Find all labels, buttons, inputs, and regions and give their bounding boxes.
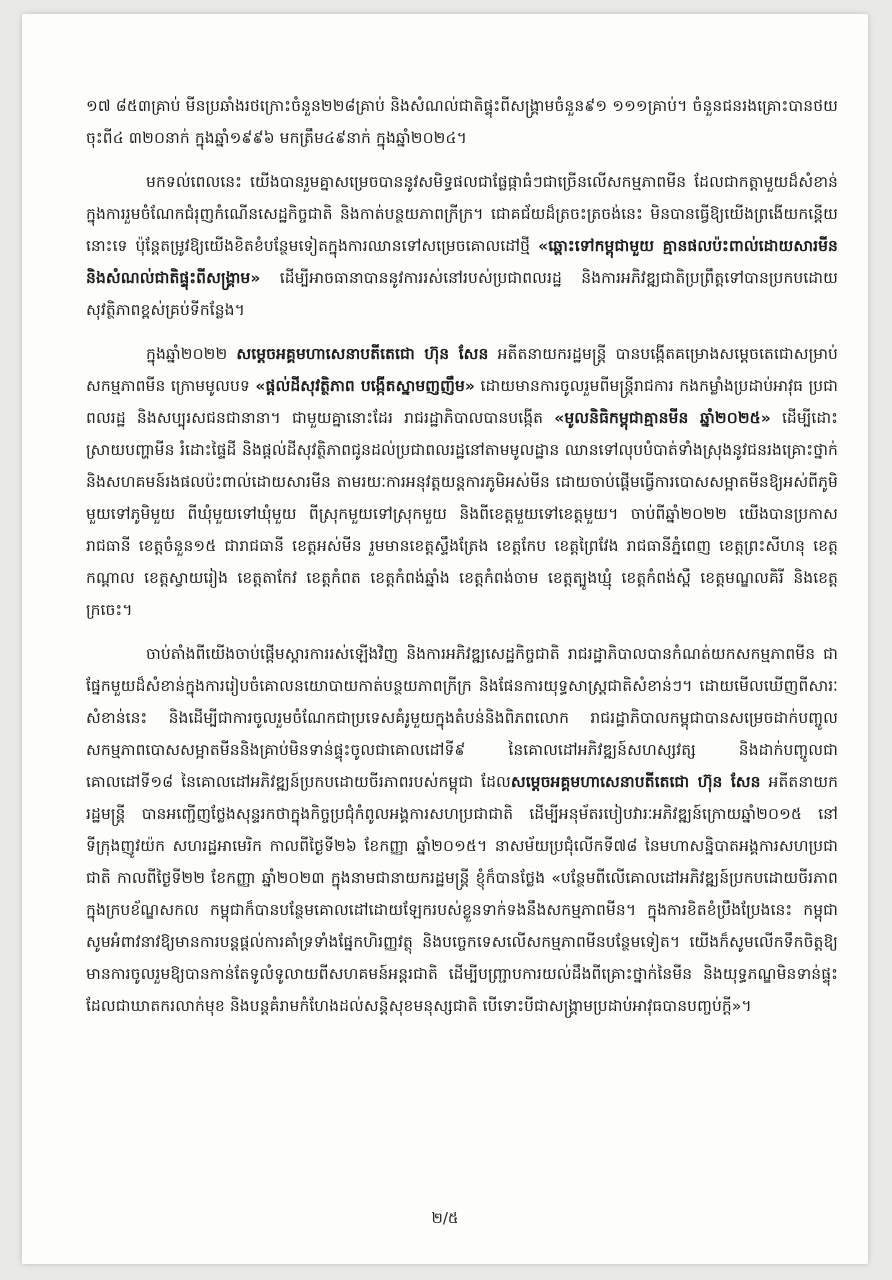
body-text: អតីតនាយករដ្ឋមន្ត្រី បានអញ្ជើញថ្លែងសុន្ទរកថាក្នុងកិច្ចប្រជុំកំពូលអង្គការសហប្រជាជាតិ ដើម្បីអនុម័តរបៀបវារៈអភិវឌ្ឍន៍ក្រោយឆ្នាំ២០១៥ នៅទីក្រុងញូវយ៉ក សហរដ្ឋអាមេរិក កាលពីថ្ងៃទី២៦ ខែកញ្ញា ឆ្នាំ២០១៥។ នាសម័យប្រជុំលើកទី៧៨ នៃមហាសន្និបាតអង្គការសហប្រជាជាតិ កាលពីថ្ងៃទី២២ ខែកញ្ញា ឆ្នាំ២០២៣ ក្នុងនាមជានាយករដ្ឋមន្ត្រី ខ្ញុំក៏បានថ្លែង «បន្ថែមពីលើគោលដៅអភិវឌ្ឍន៍ប្រកបដោយចីរភាពក្នុងក្របខ័ណ្ឌសកល កម្ពុជាក៏បានបន្ថែមគោលដៅដោយឡែករបស់ខ្លួនទាក់ទងនឹងសកម្មភាពមីន។ ក្នុងការខិតខំប្រឹងប្រែងនេះ កម្ពុជាសូមអំពាវនាវឱ្យមានការបន្តផ្តល់ការគាំទ្រទាំងផ្នែកហិរញ្ញវត្ថុ និងបច្ចេកទេសលើសកម្មភាពមីនបន្ថែមទៀត។ យើងក៏សូមលើកទឹកចិត្តឱ្យមានការចូលរួមឱ្យបានកាន់តែទូលំទូលាយពីសហគមន៍អន្តរជាតិ ដើម្បីបញ្ជ្រាបការយល់ដឹងពីគ្រោះថ្នាក់នៃមីន និងយុទ្ធភណ្ឌមិនទាន់ផ្ទុះ ដែលជាឃាតករលាក់មុខ និងបន្តគំរាមកំហែងដល់សន្តិសុខមនុស្សជាតិ បើទោះបីជាសង្គ្រាមប្រដាប់អាវុធបានបញ្ចប់ក្តី»។ xyxy=(86,773,839,1015)
body-text: ដើម្បីដោះស្រាយបញ្ហាមីន រំដោះផ្ទៃដី និងផ្តល់ដីសុវត្ថិភាពជូនដល់ប្រជាពលរដ្ឋនៅតាមមូលដ្ឋាន ឈានទៅលុបបំបាត់ទាំងស្រុងនូវជនរងគ្រោះថ្នាក់និងសហគមន៍រងផលប៉ះពាល់ដោយសារមីន តាមរយៈការអនុវត្តយន្តការភូមិអស់មីន ដោយចាប់ផ្តើមធ្វើការបោសសម្អាតមីនឱ្យអស់ពីភូមិមួយទៅភូមិមួយ ពីឃុំមួយទៅឃុំមួយ ពីស្រុកមួយទៅស្រុកមួយ និងពីខេត្តមួយទៅខេត្តមួយ។ ចាប់ពីឆ្នាំ២០២២ យើងបានប្រកាសរាជធានី ខេត្តចំនួន១៥ ជារាជធានី ខេត្តអស់មីន រួមមានខេត្តស្ទឹងត្រែង ខេត្តកែប ខេត្តព្រៃវែង រាជធានីភ្នំពេញ ខេត្តព្រះសីហនុ ខេត្តកណ្តាល ខេត្តស្វាយរៀង ខេត្តតាកែវ ខេត្តកំពត ខេត្តកំពង់ឆ្នាំង ខេត្តកំពង់ចាម ខេត្តត្បូងឃ្មុំ ខេត្តកំពង់ស្ពឺ ខេត្តមណ្ឌលគិរី និងខេត្តក្រចេះ។ xyxy=(86,409,838,619)
paragraph-3 xyxy=(86,338,838,626)
body-text: ដោយមានការចូលរួមពីមន្ត្រីរាជការ កងកម្លាំងប្រដាប់អាវុធ ប្រជាពលរដ្ឋ និងសប្បុរសជនជានានា។ ជាមួយគ្នានោះដែរ រាជរដ្ឋាភិបាលបានបង្កើត xyxy=(86,377,838,427)
document-page xyxy=(22,14,868,1264)
body-text: ១៧ ៨៥៣គ្រាប់ មីនប្រឆាំងរថក្រោះចំនួន២២៨គ្រាប់ និងសំណល់ជាតិផ្ទុះពីសង្គ្រាមចំនួន៩១ ១១១គ្រាប់។ ចំនួនជនរងគ្រោះបានថយចុះពី៤ ៣២០នាក់ ក្នុងឆ្នាំ១៩៩៦ មកត្រឹម៤៩នាក់ ក្នុងឆ្នាំ២០២៤។ xyxy=(86,97,838,147)
document-body xyxy=(86,90,838,1034)
bold-text: សម្តេចអគ្គមហាសេនាបតីតេជោ ហ៊ុន សែន xyxy=(510,773,761,791)
page-number: ២/៥ xyxy=(431,1209,459,1227)
body-text: មកទល់ពេលនេះ យើងបានរួមគ្នាសម្រេចបាននូវសមិទ្ធផលជាផ្លែផ្កាធំៗជាច្រើនលើសកម្មភាពមីន ដែលជាកត្តាមួយដ៏សំខាន់ក្នុងការរួមចំណែកជំរុញកំណើនសេដ្ឋកិច្ចជាតិ និងកាត់បន្ថយភាពក្រីក្រ។ ជោគជ័យដ៏ត្រចះត្រចង់នេះ មិនបានធ្វើឱ្យយើងព្រងើយកន្តើយនោះទេ ប៉ុន្តែតម្រូវឱ្យយើងខិតខំបន្ថែមទៀតក្នុងការឈានទៅសម្រេចគោលដៅថ្មី xyxy=(86,173,838,255)
bold-text: «ឆ្ពោះទៅកម្ពុជាមួយ គ្មានផលប៉ះពាល់ដោយសារមីននិងសំណល់ជាតិផ្ទុះពីសង្គ្រាម» xyxy=(86,237,838,287)
body-text: ដើម្បីអាចធានាបាននូវការរស់នៅរបស់ប្រជាពលរដ្ឋ និងការអភិវឌ្ឍជាតិប្រព្រឹត្តទៅបានប្រកបដោយសុវត្ថិភាពខ្ពស់គ្រប់ទីកន្លែង។ xyxy=(86,269,838,319)
paragraph-2 xyxy=(86,166,838,326)
body-text: អតីតនាយករដ្ឋមន្ត្រី បានបង្កើតគម្រោងសម្តេចតេជោសម្រាប់សកម្មភាពមីន ក្រោមមូលបទ xyxy=(86,345,838,395)
bold-text: សម្តេចអគ្គមហាសេនាបតីតេជោ ហ៊ុន សែន xyxy=(236,345,489,363)
paragraph-4 xyxy=(86,638,838,1022)
bold-text: «ផ្តល់ដីសុវត្ថិភាព បង្កើតស្នាមញញឹម» xyxy=(255,377,476,395)
paragraph-1 xyxy=(86,90,838,154)
body-text: ចាប់តាំងពីយើងចាប់ផ្តើមស្តារការរស់ឡើងវិញ និងការអភិវឌ្ឍសេដ្ឋកិច្ចជាតិ រាជរដ្ឋាភិបាលបានកំណត់យកសកម្មភាពមីន ជាផ្នែកមួយដ៏សំខាន់ក្នុងការរៀបចំគោលនយោបាយកាត់បន្ថយភាពក្រីក្រ និងផែនការយុទ្ធសាស្ត្រជាតិសំខាន់ៗ។ ដោយមើលឃើញពីសារៈសំខាន់នេះ និងដើម្បីជាការចូលរួមចំណែកជាប្រទេសគំរូមួយក្នុងតំបន់និងពិភពលោក រាជរដ្ឋាភិបាលកម្ពុជាបានសម្រេចដាក់បញ្ចូលសកម្មភាពបោសសម្អាតមីននិងគ្រាប់មិនទាន់ផ្ទុះចូលជាគោលដៅទី៩ នៃគោលដៅអភិវឌ្ឍន៍សហស្សវត្ស និងដាក់បញ្ចូលជាគោលដៅទី១៨ នៃគោលដៅអភិវឌ្ឍន៍ប្រកបដោយចីរភាពរបស់កម្ពុជា ដែល xyxy=(86,645,838,791)
body-text: ក្នុងឆ្នាំ២០២២ xyxy=(146,345,237,363)
bold-text: «មូលនិធិកម្ពុជាគ្មានមីន ឆ្នាំ២០២៥» xyxy=(554,409,771,427)
